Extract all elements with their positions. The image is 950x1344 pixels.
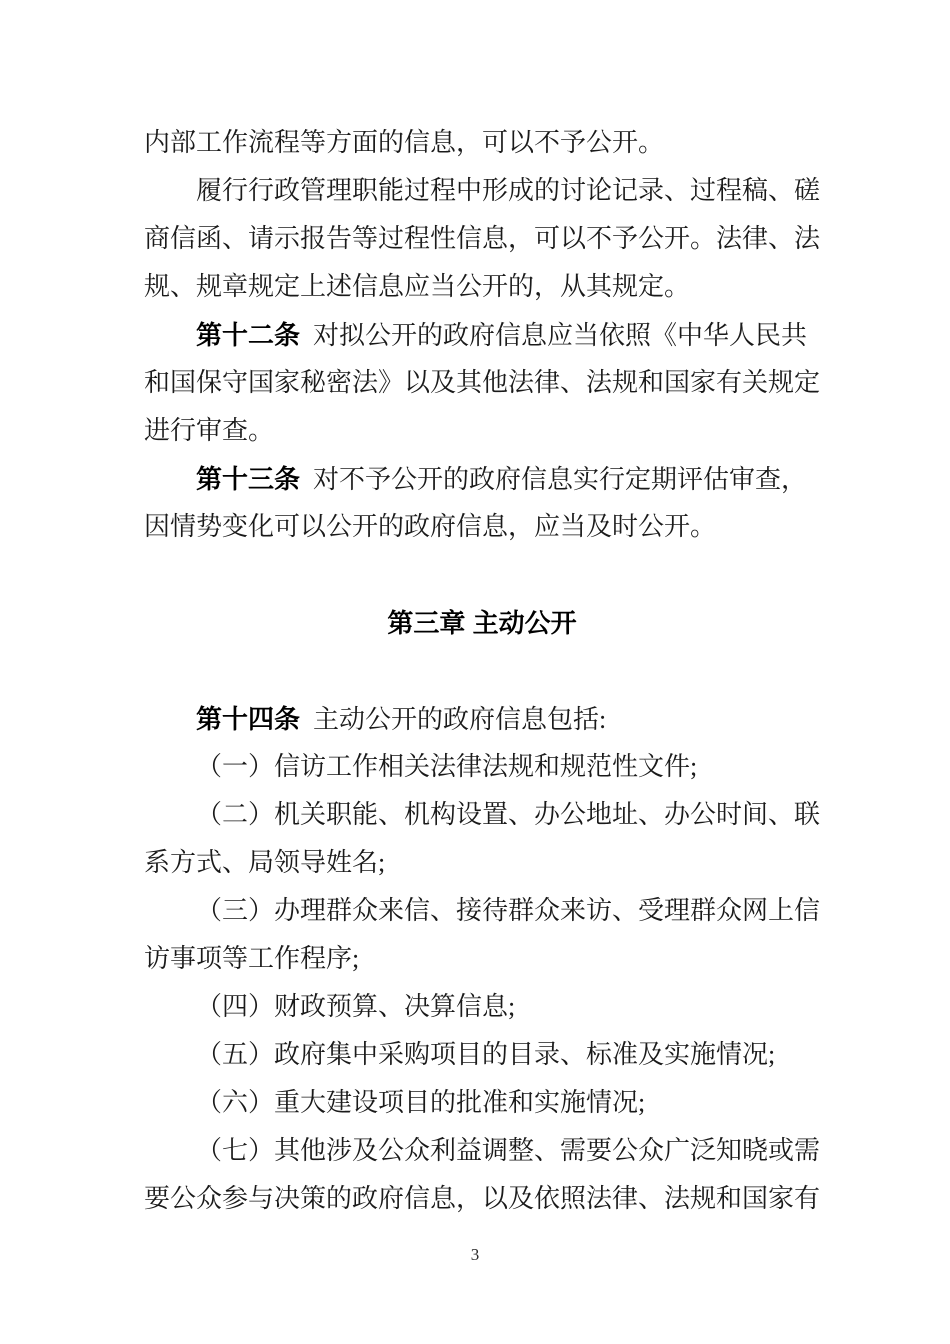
text-run: 内部工作流程等方面的信息，可以不予公开。 bbox=[144, 128, 665, 157]
document-line bbox=[144, 1175, 820, 1223]
paragraph bbox=[144, 167, 820, 311]
text-run: 履行行政管理职能过程中形成的讨论记录、过程稿、磋 bbox=[196, 176, 821, 205]
document-line bbox=[144, 119, 820, 167]
text-run: 对拟公开的政府信息应当依照《中华人民共 bbox=[300, 321, 808, 350]
document-line bbox=[144, 503, 820, 551]
text-run: 对不予公开的政府信息实行定期评估审查， bbox=[300, 465, 808, 494]
paragraph bbox=[144, 695, 820, 743]
text-run: （六）重大建设项目的批准和实施情况; bbox=[196, 1088, 646, 1117]
chapter-heading bbox=[144, 599, 820, 647]
paragraph bbox=[144, 1079, 820, 1127]
document-line bbox=[144, 167, 820, 215]
text-run: （七）其他涉及公众利益调整、需要公众广泛知晓或需 bbox=[196, 1136, 821, 1165]
text-run: 访事项等工作程序; bbox=[144, 944, 360, 973]
document-line bbox=[144, 407, 820, 455]
paragraph bbox=[144, 983, 820, 1031]
document-line bbox=[144, 599, 820, 647]
text-run: （四）财政预算、决算信息; bbox=[196, 992, 516, 1021]
document-line bbox=[144, 695, 820, 743]
text-run: 要公众参与决策的政府信息，以及依照法律、法规和国家有 bbox=[144, 1184, 821, 1213]
document-line bbox=[144, 1031, 820, 1079]
text-run: （二）机关职能、机构设置、办公地址、办公时间、联 bbox=[196, 800, 821, 829]
article-number-label: 第十三条 bbox=[196, 464, 301, 494]
document-line bbox=[144, 311, 820, 359]
text-run: 商信函、请示报告等过程性信息，可以不予公开。法律、法 bbox=[144, 224, 821, 253]
paragraph bbox=[144, 1127, 820, 1223]
text-run: 系方式、局领导姓名; bbox=[144, 848, 386, 877]
document-line bbox=[144, 1127, 820, 1175]
document-line bbox=[144, 359, 820, 407]
document-line bbox=[144, 839, 820, 887]
text-run: （三）办理群众来信、接待群众来访、受理群众网上信 bbox=[196, 896, 821, 925]
article-number-label: 第十二条 bbox=[196, 320, 301, 350]
document-line bbox=[144, 983, 820, 1031]
paragraph bbox=[144, 119, 820, 167]
text-run: （五）政府集中采购项目的目录、标准及实施情况; bbox=[196, 1040, 776, 1069]
article-number-label: 第十四条 bbox=[196, 704, 301, 734]
text-run: 规、规章规定上述信息应当公开的，从其规定。 bbox=[144, 272, 691, 301]
document-line bbox=[144, 935, 820, 983]
text-run: 主动公开的政府信息包括: bbox=[300, 705, 607, 734]
document-line bbox=[144, 791, 820, 839]
document-line bbox=[144, 887, 820, 935]
document-line bbox=[144, 215, 820, 263]
paragraph bbox=[144, 1031, 820, 1079]
page-number: 3 bbox=[470, 1245, 480, 1264]
paragraph bbox=[144, 455, 820, 551]
document-line bbox=[144, 263, 820, 311]
document-content bbox=[144, 119, 820, 1223]
article-number-label: 第三章 主动公开 bbox=[387, 608, 577, 638]
paragraph bbox=[144, 743, 820, 791]
text-run: 和国保守国家秘密法》以及其他法律、法规和国家有关规定 bbox=[144, 368, 821, 397]
text-run: 进行审查。 bbox=[144, 416, 275, 445]
document-line bbox=[144, 1079, 820, 1127]
paragraph bbox=[144, 887, 820, 983]
paragraph bbox=[144, 311, 820, 455]
text-run: 因情势变化可以公开的政府信息，应当及时公开。 bbox=[144, 512, 717, 541]
text-run: （一）信访工作相关法律法规和规范性文件; bbox=[196, 752, 698, 781]
document-line bbox=[144, 743, 820, 791]
document-line bbox=[144, 455, 820, 503]
paragraph bbox=[144, 791, 820, 887]
